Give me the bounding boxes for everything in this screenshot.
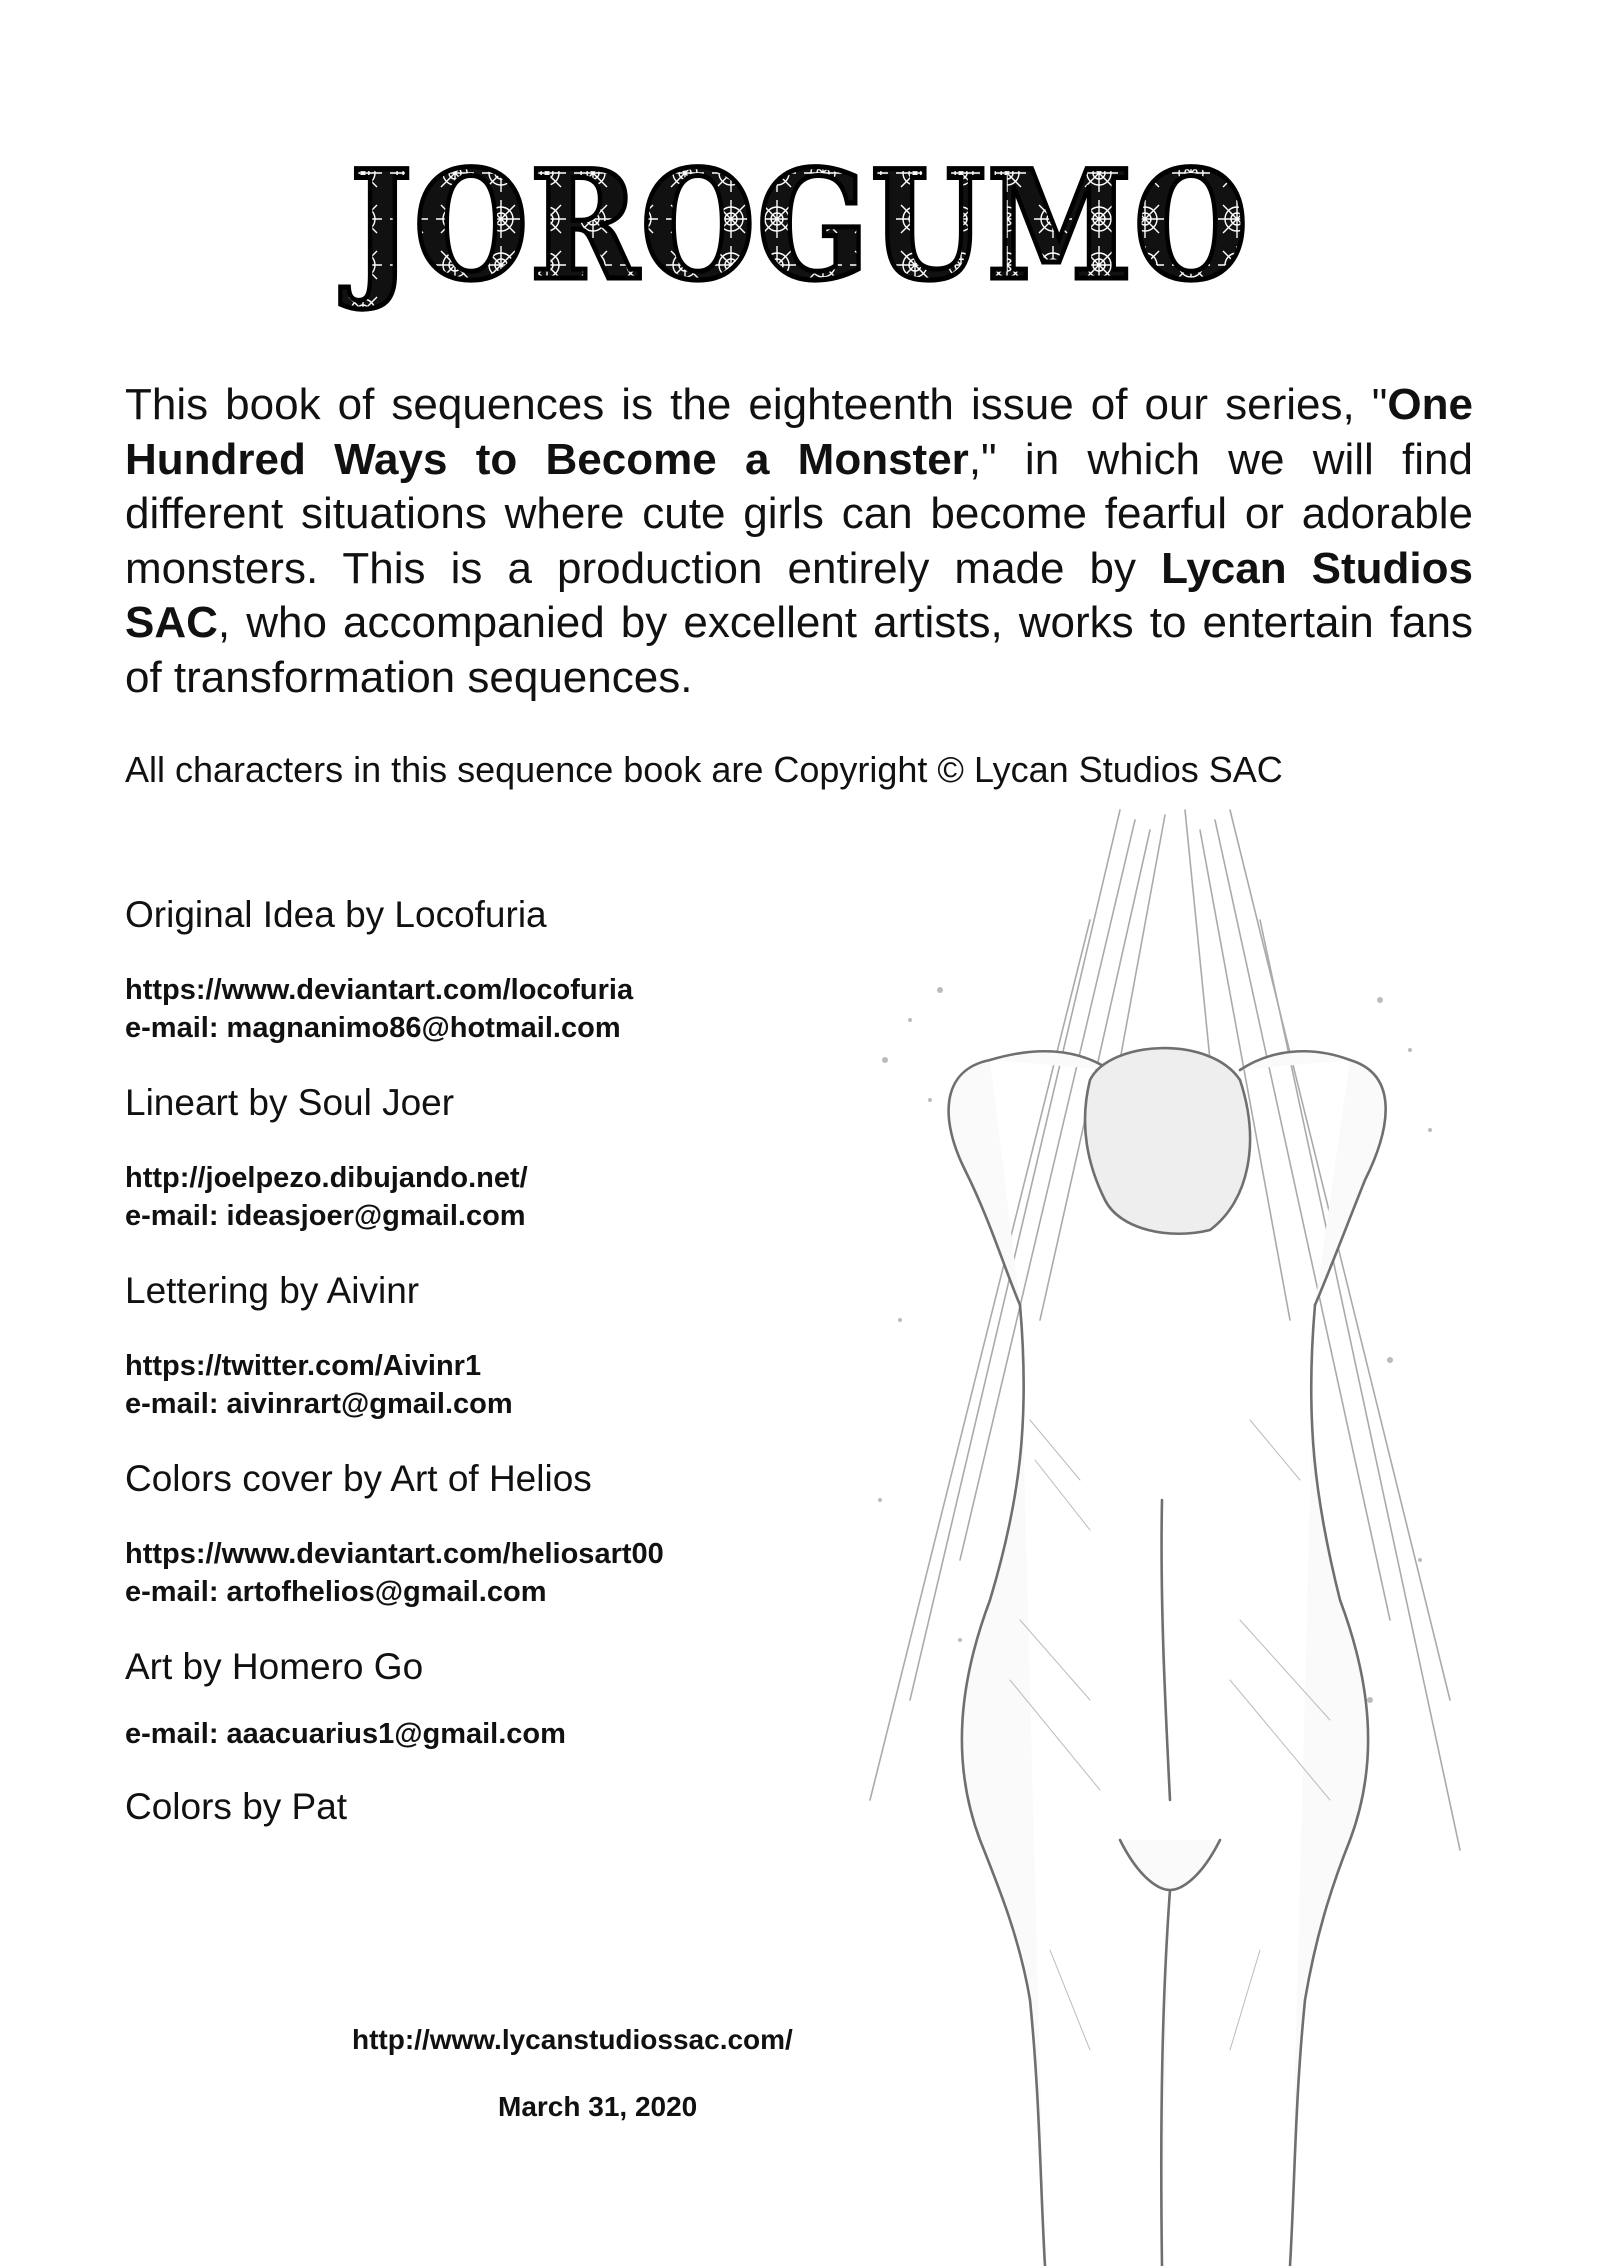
- publication-date: March 31, 2020: [498, 2091, 698, 2122]
- logo-text: JOROGUMO: [340, 138, 1250, 314]
- credit-link[interactable]: https://twitter.com/Aivinr1: [125, 1350, 482, 1382]
- credit-link[interactable]: https://www.deviantart.com/locofuria: [125, 974, 634, 1006]
- title-logo: [340, 138, 1260, 314]
- website-link[interactable]: http://www.lycanstudiossac.com/: [352, 2024, 793, 2055]
- credit-original-idea: Original Idea by Locofuria: [125, 894, 547, 935]
- credit-email[interactable]: e-mail: aivinrart@gmail.com: [125, 1388, 513, 1420]
- credit-colors: Colors by Pat: [125, 1786, 348, 1827]
- credit-link[interactable]: https://www.deviantart.com/heliosart00: [125, 1538, 664, 1570]
- studio-name: Lycan Studios SAC: [125, 543, 1473, 647]
- credit-email[interactable]: e-mail: ideasjoer@gmail.com: [125, 1200, 526, 1232]
- credit-email[interactable]: e-mail: artofhelios@gmail.com: [125, 1576, 547, 1608]
- intro-text-2: ," in which we will find different situations where cute girls can become fearful or adorable monsters. This is a production entirely made by: [125, 434, 1473, 593]
- credit-email[interactable]: e-mail: magnanimo86@hotmail.com: [125, 1012, 621, 1044]
- credit-link[interactable]: http://joelpezo.dibujando.net/: [125, 1162, 528, 1194]
- intro-text-1: This book of sequences is the eighteenth issue of our series, ": [125, 380, 1388, 429]
- figure: [949, 1048, 1386, 2266]
- intro-text-3: , who accompanied by excellent artists, works to entertain fans of transformation sequences.: [125, 598, 1473, 702]
- credit-lineart: Lineart by Soul Joer: [125, 1082, 455, 1123]
- credit-art: Art by Homero Go: [125, 1646, 424, 1687]
- credit-email[interactable]: e-mail: aaacuarius1@gmail.com: [125, 1718, 566, 1750]
- intro-paragraph: [125, 378, 1473, 705]
- credit-colors-cover: Colors cover by Art of Helios: [125, 1458, 592, 1499]
- series-name: One Hundred Ways to Become a Monster: [125, 380, 1473, 484]
- shower-illustration: [790, 800, 1470, 2266]
- hatching: [1010, 1420, 1330, 2050]
- copyright-notice: All characters in this sequence book are Copyright © Lycan Studios SAC: [125, 749, 1283, 790]
- credit-lettering: Lettering by Aivinr: [125, 1270, 420, 1311]
